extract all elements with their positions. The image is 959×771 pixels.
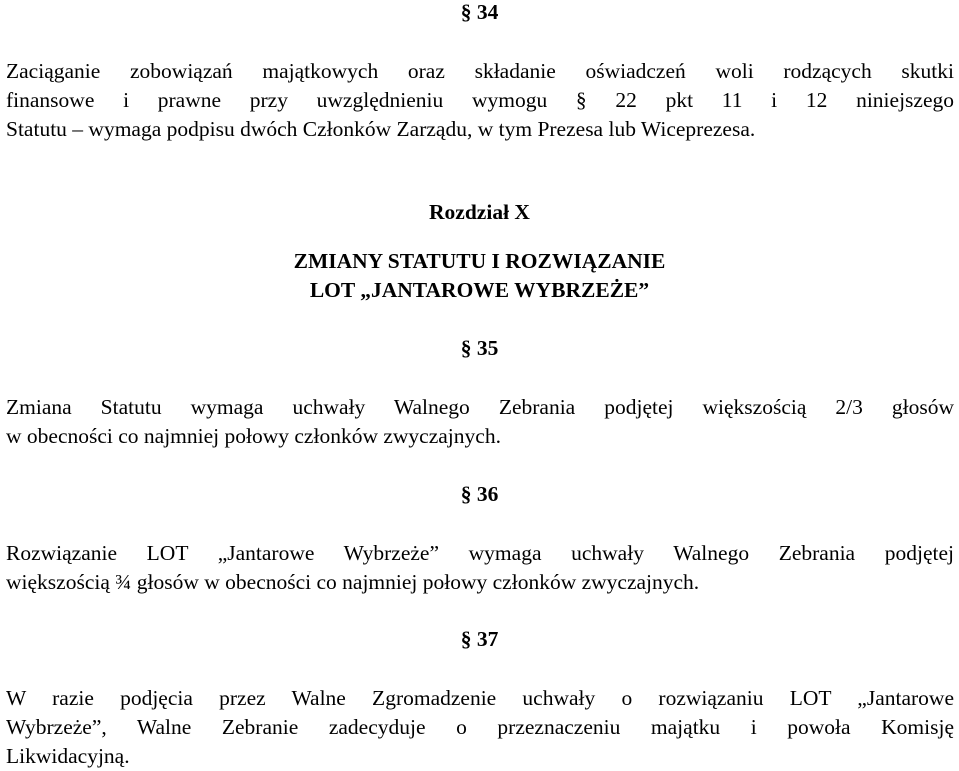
section-35-paragraph [6, 393, 954, 451]
chapter-subtitle-line2: LOT „JANTAROWE WYBRZEŻE” [309, 278, 650, 302]
chapter-title: Rozdział X [429, 200, 530, 224]
paragraph-line: w obecności co najmniej połowy członków zwyczajnych. [6, 424, 501, 448]
section-36-paragraph [6, 539, 954, 597]
chapter-subtitle-line1: ZMIANY STATUTU I ROZWIĄZANIE [293, 249, 666, 273]
section-34-heading: § 34 [460, 0, 499, 24]
section-36-heading: § 36 [460, 482, 499, 506]
paragraph-line: Rozwiązanie LOT „Jantarowe Wybrzeże” wymaga uchwały Walnego Zebrania podjętej [6, 541, 954, 565]
paragraph-line: Wybrzeże”, Walne Zebranie zadecyduje o przeznaczeniu majątku i powoła Komisję [6, 715, 954, 739]
paragraph-line: finansowe i prawne przy uwzględnieniu wymogu § 22 pkt 11 i 12 niniejszego [6, 88, 954, 112]
paragraph-line: Statutu – wymaga podpisu dwóch Członków Zarządu, w tym Prezesa lub Wiceprezesa. [6, 117, 756, 141]
paragraph-line: W razie podjęcia przez Walne Zgromadzenie uchwały o rozwiązaniu LOT „Jantarowe [6, 686, 954, 710]
section-37-heading: § 37 [460, 627, 499, 651]
section-37-paragraph [6, 684, 954, 771]
paragraph-line: Likwidacyjną. [6, 744, 130, 768]
section-34-paragraph [6, 57, 954, 144]
paragraph-line: większością ¾ głosów w obecności co najmniej połowy członków zwyczajnych. [6, 570, 700, 594]
paragraph-line: Zmiana Statutu wymaga uchwały Walnego Zebrania podjętej większością 2/3 głosów [6, 395, 954, 419]
paragraph-line: Zaciąganie zobowiązań majątkowych oraz składanie oświadczeń woli rodzących skutki [6, 59, 954, 83]
section-35-heading: § 35 [460, 336, 499, 360]
